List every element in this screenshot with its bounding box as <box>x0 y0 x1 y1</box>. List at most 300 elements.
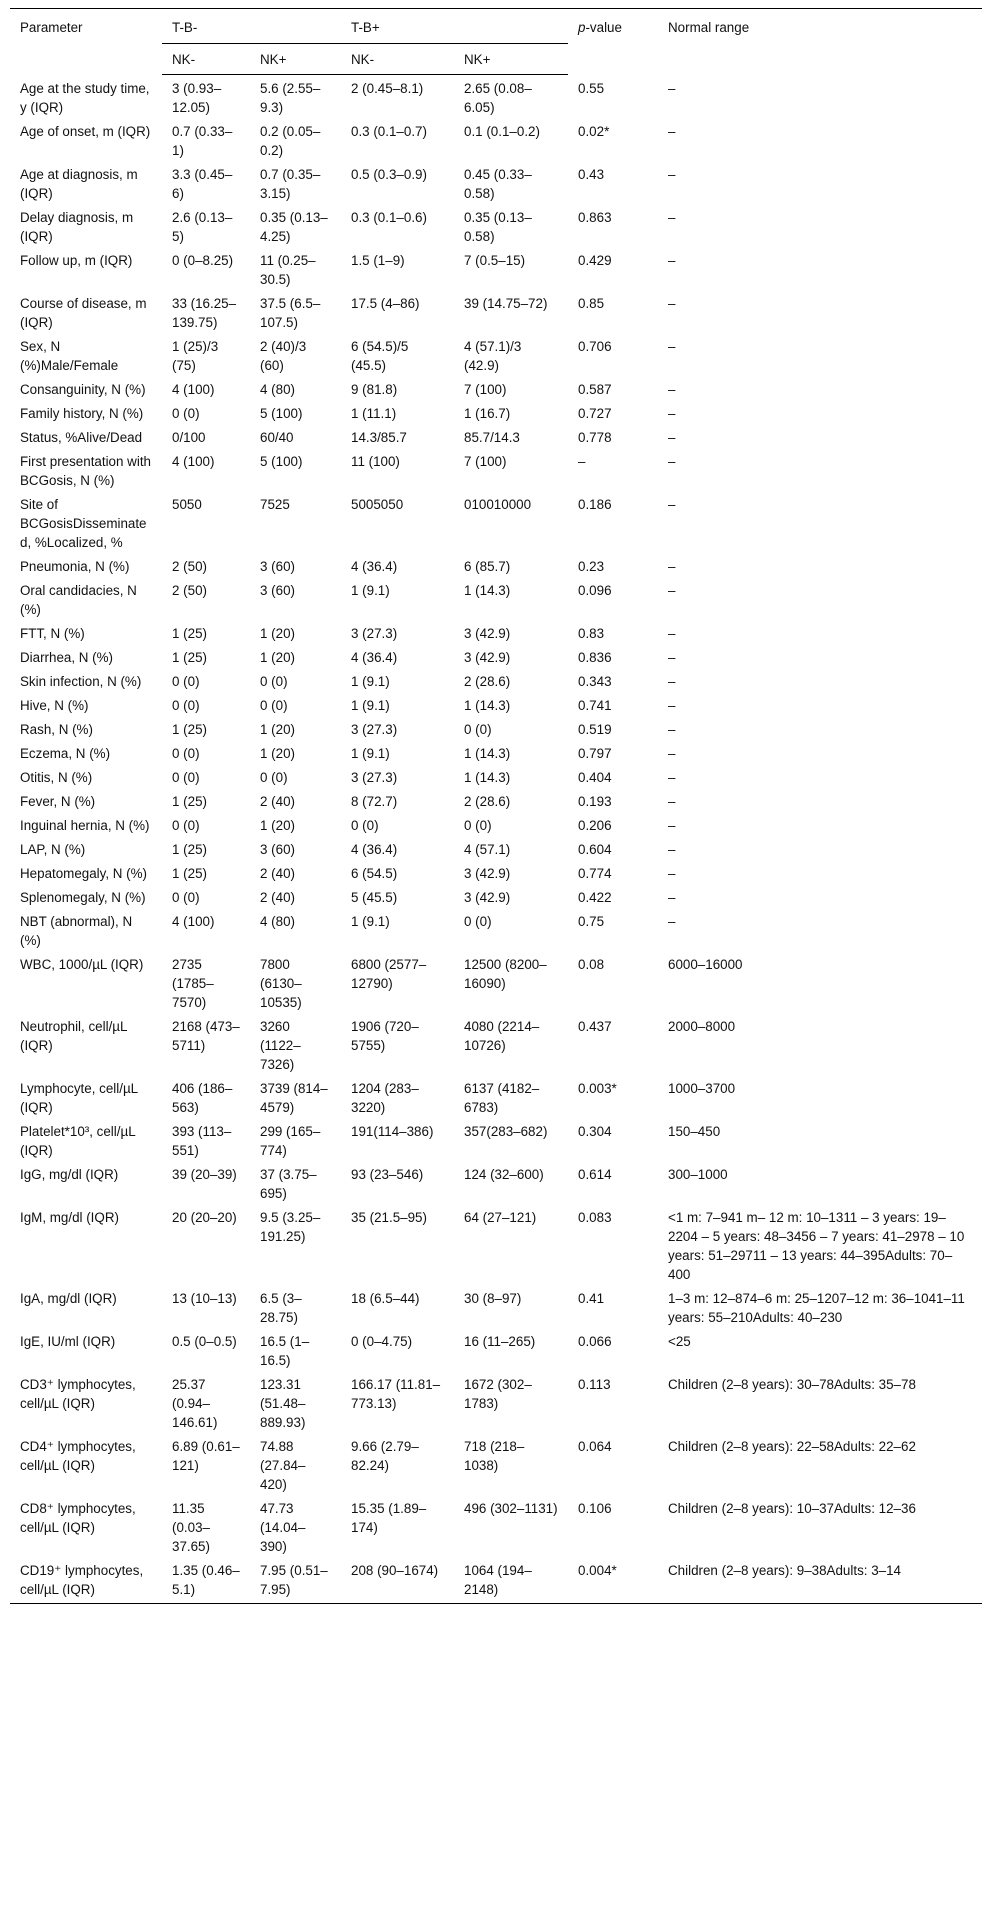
table-row <box>10 1285 982 1328</box>
tbp-nkm-cell: 17.5 (4–86) <box>351 296 420 311</box>
table-row <box>10 860 982 884</box>
pvalue-cell: 0.41 <box>578 1291 605 1306</box>
tbp-nkm-cell: 3 (27.3) <box>351 626 398 641</box>
table-row <box>10 716 982 740</box>
table-row <box>10 1013 982 1075</box>
tbp-nkm-cell: 1 (9.1) <box>351 698 390 713</box>
parameter-cell: Oral candidacies, N (%) <box>20 583 137 617</box>
tbm-nkp-cell: 0 (0) <box>260 770 288 785</box>
tbm-nkp-cell: 1 (20) <box>260 818 295 833</box>
tbp-nkm-cell: 1204 (283–3220) <box>351 1081 419 1115</box>
tbp-nkm-cell: 1906 (720–5755) <box>351 1019 419 1053</box>
parameter-cell: Course of disease, m (IQR) <box>20 296 147 330</box>
tbm-nkm-cell: 2735 (1785–7570) <box>172 957 214 1010</box>
tbm-nkp-cell: 6.5 (3–28.75) <box>260 1291 302 1325</box>
parameter-cell: Inguinal hernia, N (%) <box>20 818 150 833</box>
tbp-nkm-cell: 5005050 <box>351 497 404 512</box>
table-row <box>10 75 982 119</box>
tbp-nkm-cell: 1 (9.1) <box>351 746 390 761</box>
normal-range-cell: <25 <box>668 1334 691 1349</box>
tbm-nkp-cell: 0.35 (0.13–4.25) <box>260 210 328 244</box>
tbp-nkp-cell: 6 (85.7) <box>464 559 511 574</box>
tbm-nkm-cell: 11.35 (0.03–37.65) <box>172 1501 210 1554</box>
table-row <box>10 491 982 553</box>
tbp-nkm-cell: 208 (90–1674) <box>341 1557 454 1604</box>
parameter-cell: Splenomegaly, N (%) <box>20 890 146 905</box>
table-row <box>10 1075 982 1118</box>
table-row <box>10 1433 982 1495</box>
tbm-nkm-cell: 5050 <box>172 497 202 512</box>
table-row <box>10 448 982 491</box>
tbm-nkm-cell: 4 (100) <box>172 454 215 469</box>
parameter-cell: FTT, N (%) <box>20 626 85 641</box>
normal-range-cell: – <box>668 890 676 905</box>
parameter-cell: Rash, N (%) <box>20 722 93 737</box>
header-normal-range: Normal range <box>668 20 750 35</box>
tbp-nkp-cell: 0 (0) <box>464 722 492 737</box>
table-row <box>10 836 982 860</box>
table-row <box>10 1161 982 1204</box>
pvalue-cell: 0.096 <box>578 583 612 598</box>
header-row-1 <box>10 9 982 44</box>
tbp-nkm-cell: 14.3/85.7 <box>351 430 407 445</box>
table-row <box>10 1328 982 1371</box>
tbp-nkp-cell: 7 (0.5–15) <box>464 253 526 268</box>
tbm-nkp-cell: 5 (100) <box>260 406 303 421</box>
normal-range-cell: – <box>668 454 676 469</box>
tbp-nkm-cell: 0.3 (0.1–0.6) <box>351 210 427 225</box>
normal-range-cell: – <box>668 818 676 833</box>
tbm-nkm-cell: 3.3 (0.45–6) <box>172 167 233 201</box>
tbm-nkm-cell: 20 (20–20) <box>172 1210 237 1225</box>
tbp-nkm-cell: 6 (54.5)/5 (45.5) <box>351 339 409 373</box>
parameter-cell: IgM, mg/dl (IQR) <box>20 1210 119 1225</box>
pvalue-cell: 0.836 <box>578 650 612 665</box>
tbp-nkp-cell: 718 (218–1038) <box>464 1439 525 1473</box>
table-container <box>10 8 982 1604</box>
parameter-cell: CD3⁺ lymphocytes, cell/µL (IQR) <box>20 1377 136 1411</box>
table-row <box>10 1557 982 1604</box>
tbp-nkm-cell: 5 (45.5) <box>351 890 398 905</box>
normal-range-cell: – <box>668 124 676 139</box>
table-header <box>10 9 982 75</box>
parameter-cell: First presentation with BCGosis, N (%) <box>20 454 151 488</box>
normal-range-cell: – <box>668 770 676 785</box>
tbm-nkp-cell: 9.5 (3.25–191.25) <box>260 1210 321 1244</box>
tbp-nkm-cell: 18 (6.5–44) <box>351 1291 420 1306</box>
tbp-nkm-cell: 9.66 (2.79–82.24) <box>351 1439 419 1473</box>
normal-range-cell: – <box>668 430 676 445</box>
tbp-nkp-cell: 2 (28.6) <box>464 674 511 689</box>
tbm-nkm-cell: 25.37 (0.94–146.61) <box>172 1377 218 1430</box>
pvalue-cell: 0.343 <box>578 674 612 689</box>
tbp-nkp-cell: 3 (42.9) <box>464 650 511 665</box>
table-row <box>10 884 982 908</box>
tbm-nkm-cell: 0 (0) <box>172 746 200 761</box>
normal-range-cell: Children (2–8 years): 30–78Adults: 35–78 <box>668 1377 916 1392</box>
tbm-nkp-cell: 11 (0.25–30.5) <box>260 253 316 287</box>
header-parameter: Parameter <box>20 20 83 35</box>
tbm-nkp-cell: 1 (20) <box>260 626 295 641</box>
tbp-nkp-cell: 1 (16.7) <box>464 406 511 421</box>
normal-range-cell: – <box>668 746 676 761</box>
tbp-nkp-cell: 7 (100) <box>464 382 507 397</box>
table-row <box>10 376 982 400</box>
pvalue-cell: 0.43 <box>578 167 605 182</box>
tbm-nkp-cell: 60/40 <box>260 430 294 445</box>
pvalue-cell: 0.863 <box>578 210 612 225</box>
tbp-nkp-cell: 4 (57.1) <box>464 842 511 857</box>
pvalue-cell: 0.727 <box>578 406 612 421</box>
parameter-cell: Neutrophil, cell/µL (IQR) <box>20 1019 127 1053</box>
tbm-nkm-cell: 406 (186–563) <box>172 1081 233 1115</box>
pvalue-cell: 0.08 <box>578 957 605 972</box>
tbp-nkm-cell: 1 (11.1) <box>351 406 397 421</box>
pvalue-cell: 0.429 <box>578 253 612 268</box>
tbm-nkp-cell: 0 (0) <box>260 698 288 713</box>
tbp-nkm-cell: 1 (9.1) <box>351 914 390 929</box>
tbm-nkm-cell: 1.35 (0.46–5.1) <box>162 1557 250 1604</box>
parameter-cell: CD8⁺ lymphocytes, cell/µL (IQR) <box>20 1501 136 1535</box>
pvalue-cell: 0.064 <box>578 1439 612 1454</box>
parameter-cell: Pneumonia, N (%) <box>20 559 130 574</box>
header-tbp: T-B+ <box>341 9 568 44</box>
tbp-nkp-cell: 0.45 (0.33–0.58) <box>464 167 532 201</box>
parameter-cell: Consanguinity, N (%) <box>20 382 146 397</box>
tbm-nkm-cell: 39 (20–39) <box>172 1167 237 1182</box>
table-row <box>10 577 982 620</box>
normal-range-cell: – <box>668 210 676 225</box>
tbm-nkp-cell: 7800 (6130–10535) <box>260 957 302 1010</box>
tbp-nkp-cell: 2 (28.6) <box>464 794 511 809</box>
tbm-nkm-cell: 2 (50) <box>172 559 207 574</box>
tbp-nkm-cell: 11 (100) <box>351 454 400 469</box>
tbm-nkp-cell: 4 (80) <box>260 382 295 397</box>
tbp-nkp-cell: 4080 (2214–10726) <box>464 1019 540 1053</box>
tbm-nkp-cell: 0.2 (0.05–0.2) <box>260 124 321 158</box>
tbm-nkm-cell: 0 (0) <box>172 406 200 421</box>
normal-range-cell: 6000–16000 <box>668 957 743 972</box>
tbp-nkm-cell: 4 (36.4) <box>351 559 398 574</box>
tbm-nkp-cell: 123.31 (51.48–889.93) <box>260 1377 306 1430</box>
tbm-nkp-cell: 3 (60) <box>260 559 295 574</box>
data-table <box>10 8 982 1604</box>
header-nk-plus-2: NK+ <box>454 44 568 75</box>
pvalue-cell: 0.437 <box>578 1019 612 1034</box>
pvalue-cell: 0.02* <box>578 124 610 139</box>
tbp-nkm-cell: 4 (36.4) <box>351 842 398 857</box>
tbm-nkm-cell: 1 (25) <box>172 794 207 809</box>
pvalue-cell: 0.778 <box>578 430 612 445</box>
tbp-nkm-cell: 4 (36.4) <box>351 650 398 665</box>
tbp-nkm-cell: 3 (27.3) <box>351 770 398 785</box>
pvalue-cell: 0.186 <box>578 497 612 512</box>
tbm-nkm-cell: 1 (25)/3 (75) <box>172 339 219 373</box>
normal-range-cell: 1000–3700 <box>668 1081 736 1096</box>
parameter-cell: Site of BCGosisDisseminated, %Localized, % <box>20 497 147 550</box>
tbm-nkp-cell: 37.5 (6.5–107.5) <box>260 296 321 330</box>
tbm-nkm-cell: 4 (100) <box>172 914 215 929</box>
table-row <box>10 1371 982 1433</box>
table-row <box>10 812 982 836</box>
tbp-nkp-cell: 357(283–682) <box>464 1124 548 1139</box>
tbp-nkp-cell: 010010000 <box>464 497 532 512</box>
pvalue-cell: 0.706 <box>578 339 612 354</box>
tbm-nkm-cell: 4 (100) <box>172 382 215 397</box>
parameter-cell: LAP, N (%) <box>20 842 86 857</box>
tbp-nkp-cell: 1064 (194–2148) <box>454 1557 568 1604</box>
tbm-nkm-cell: 33 (16.25–139.75) <box>172 296 237 330</box>
tbm-nkp-cell: 299 (165–774) <box>260 1124 321 1158</box>
normal-range-cell: – <box>668 794 676 809</box>
table-row <box>10 1118 982 1161</box>
tbp-nkm-cell: 1 (9.1) <box>351 583 390 598</box>
normal-range-cell: – <box>668 497 676 512</box>
normal-range-cell: – <box>668 842 676 857</box>
table-row <box>10 740 982 764</box>
pvalue-cell: 0.587 <box>578 382 612 397</box>
tbp-nkm-cell: 6 (54.5) <box>351 866 398 881</box>
tbp-nkm-cell: 3 (27.3) <box>351 722 398 737</box>
parameter-cell: Age of onset, m (IQR) <box>20 124 151 139</box>
parameter-cell: Age at diagnosis, m (IQR) <box>20 167 138 201</box>
tbp-nkm-cell: 35 (21.5–95) <box>351 1210 427 1225</box>
normal-range-cell: <1 m: 7–941 m– 12 m: 10–1311 – 3 years: 19–2204 – 5 years: 48–3456 – 7 years: 41–2978 – 10 years: 51–29711 – 13 years: 44–395Adults: 70–400 <box>668 1210 965 1282</box>
tbp-nkm-cell: 1 (9.1) <box>351 674 390 689</box>
parameter-cell: Follow up, m (IQR) <box>20 253 133 268</box>
header-nk-minus-1: NK- <box>162 44 250 75</box>
parameter-cell: CD19⁺ lymphocytes, cell/µL (IQR) <box>10 1557 162 1604</box>
tbp-nkp-cell: 3 (42.9) <box>464 626 511 641</box>
normal-range-cell: Children (2–8 years): 10–37Adults: 12–36 <box>668 1501 916 1516</box>
normal-range-cell: – <box>668 914 676 929</box>
tbp-nkp-cell: 1 (14.3) <box>464 746 511 761</box>
parameter-cell: IgA, mg/dl (IQR) <box>20 1291 117 1306</box>
tbp-nkm-cell: 0.5 (0.3–0.9) <box>351 167 427 182</box>
tbm-nkp-cell: 0.7 (0.35–3.15) <box>260 167 321 201</box>
pvalue-cell: 0.404 <box>578 770 612 785</box>
table-row <box>10 247 982 290</box>
tbp-nkp-cell: 3 (42.9) <box>464 890 511 905</box>
tbp-nkp-cell: 4 (57.1)/3 (42.9) <box>464 339 522 373</box>
tbm-nkm-cell: 0 (0) <box>172 674 200 689</box>
pvalue-cell: 0.797 <box>578 746 612 761</box>
pvalue-cell: 0.604 <box>578 842 612 857</box>
tbp-nkp-cell: 64 (27–121) <box>464 1210 537 1225</box>
tbm-nkp-cell: 5.6 (2.55–9.3) <box>260 81 321 115</box>
tbp-nkp-cell: 39 (14.75–72) <box>464 296 548 311</box>
parameter-cell: IgG, mg/dl (IQR) <box>20 1167 119 1182</box>
table-row <box>10 908 982 951</box>
parameter-cell: Delay diagnosis, m (IQR) <box>20 210 134 244</box>
tbm-nkp-cell: 2 (40) <box>260 890 295 905</box>
pvalue-cell: 0.206 <box>578 818 612 833</box>
tbp-nkp-cell: 1 (14.3) <box>464 583 511 598</box>
tbm-nkm-cell: 3 (0.93–12.05) <box>172 81 222 115</box>
pvalue-cell: 0.85 <box>578 296 605 311</box>
tbm-nkm-cell: 2168 (473–5711) <box>172 1019 240 1053</box>
normal-range-cell: – <box>668 722 676 737</box>
tbp-nkp-cell: 12500 (8200–16090) <box>464 957 547 991</box>
table-row <box>10 333 982 376</box>
table-row <box>10 764 982 788</box>
normal-range-cell: – <box>668 339 676 354</box>
parameter-cell: Eczema, N (%) <box>20 746 111 761</box>
normal-range-cell: – <box>668 253 676 268</box>
tbp-nkm-cell: 191(114–386) <box>351 1124 434 1139</box>
normal-range-cell: – <box>668 406 676 421</box>
parameter-cell: Fever, N (%) <box>20 794 96 809</box>
tbp-nkm-cell: 1.5 (1–9) <box>351 253 405 268</box>
tbp-nkp-cell: 2.65 (0.08–6.05) <box>464 81 532 115</box>
table-row <box>10 118 982 161</box>
tbp-nkm-cell: 0 (0) <box>351 818 379 833</box>
tbm-nkp-cell: 1 (20) <box>260 650 295 665</box>
header-p-italic: p <box>578 20 586 35</box>
tbp-nkp-cell: 1672 (302–1783) <box>464 1377 532 1411</box>
table-row <box>10 644 982 668</box>
tbp-nkp-cell: 1 (14.3) <box>464 770 511 785</box>
tbm-nkm-cell: 0 (0) <box>172 818 200 833</box>
tbp-nkp-cell: 124 (32–600) <box>464 1167 544 1182</box>
normal-range-cell: 1–3 m: 12–874–6 m: 25–1207–12 m: 36–1041–11 years: 55–210Adults: 40–230 <box>668 1291 965 1325</box>
tbm-nkm-cell: 1 (25) <box>172 842 207 857</box>
tbp-nkp-cell: 1 (14.3) <box>464 698 511 713</box>
tbm-nkp-cell: 16.5 (1–16.5) <box>260 1334 310 1368</box>
tbm-nkp-cell: 74.88 (27.84–420) <box>260 1439 306 1492</box>
tbm-nkm-cell: 0.7 (0.33–1) <box>172 124 233 158</box>
pvalue-cell: 0.774 <box>578 866 612 881</box>
table-row <box>10 1495 982 1557</box>
pvalue-cell: 0.304 <box>578 1124 612 1139</box>
tbm-nkm-cell: 0 (0–8.25) <box>172 253 234 268</box>
table-row <box>10 204 982 247</box>
pvalue-cell: 0.741 <box>578 698 612 713</box>
tbp-nkp-cell: 7 (100) <box>464 454 507 469</box>
tbm-nkm-cell: 1 (25) <box>172 722 207 737</box>
table-row <box>10 424 982 448</box>
pvalue-cell: 0.004* <box>568 1557 658 1604</box>
header-p-rest: -value <box>585 20 622 35</box>
parameter-cell: WBC, 1000/µL (IQR) <box>20 957 144 972</box>
tbm-nkp-cell: 3260 (1122–7326) <box>260 1019 301 1072</box>
tbm-nkm-cell: 1 (25) <box>172 626 207 641</box>
parameter-cell: Hive, N (%) <box>20 698 89 713</box>
tbm-nkp-cell: 7525 <box>260 497 290 512</box>
tbm-nkm-cell: 6.89 (0.61–121) <box>172 1439 240 1473</box>
pvalue-cell: 0.106 <box>578 1501 612 1516</box>
pvalue-cell: 0.23 <box>578 559 605 574</box>
pvalue-cell: 0.113 <box>578 1377 611 1392</box>
tbm-nkm-cell: 13 (10–13) <box>172 1291 237 1306</box>
pvalue-cell: – <box>578 454 586 469</box>
normal-range-cell: 2000–8000 <box>668 1019 736 1034</box>
normal-range-cell: 300–1000 <box>668 1167 728 1182</box>
normal-range-cell: – <box>668 80 676 96</box>
tbp-nkp-cell: 0 (0) <box>464 914 492 929</box>
normal-range-cell: – <box>668 583 676 598</box>
parameter-cell: Hepatomegaly, N (%) <box>20 866 148 881</box>
table-row <box>10 692 982 716</box>
tbp-nkm-cell: 166.17 (11.81–773.13) <box>351 1377 441 1411</box>
table-row <box>10 788 982 812</box>
parameter-cell: NBT (abnormal), N (%) <box>20 914 133 948</box>
tbp-nkp-cell: 30 (8–97) <box>464 1291 522 1306</box>
tbm-nkp-cell: 3 (60) <box>260 583 295 598</box>
table-row <box>10 290 982 333</box>
tbm-nkm-cell: 393 (113–551) <box>172 1124 232 1158</box>
normal-range-cell: – <box>668 866 676 881</box>
pvalue-cell: 0.614 <box>578 1167 612 1182</box>
tbm-nkp-cell: 0 (0) <box>260 674 288 689</box>
normal-range-cell: – <box>668 382 676 397</box>
tbp-nkp-cell: 496 (302–1131) <box>464 1501 558 1516</box>
parameter-cell: IgE, IU/ml (IQR) <box>20 1334 116 1349</box>
tbp-nkm-cell: 9 (81.8) <box>351 382 398 397</box>
parameter-cell: Family history, N (%) <box>20 406 144 421</box>
tbp-nkm-cell: 0.3 (0.1–0.7) <box>351 124 427 139</box>
tbp-nkm-cell: 8 (72.7) <box>351 794 398 809</box>
normal-range-cell: – <box>668 167 676 182</box>
parameter-cell: Otitis, N (%) <box>20 770 93 785</box>
tbm-nkp-cell: 2 (40) <box>260 866 295 881</box>
tbp-nkp-cell: 0.35 (0.13–0.58) <box>464 210 532 244</box>
pvalue-cell: 0.55 <box>578 80 605 96</box>
normal-range-cell: Children (2–8 years): 22–58Adults: 22–62 <box>668 1439 916 1454</box>
tbm-nkp-cell: 3739 (814–4579) <box>260 1081 328 1115</box>
tbp-nkp-cell: 3 (42.9) <box>464 866 511 881</box>
pvalue-cell: 0.83 <box>578 626 605 641</box>
table-row <box>10 951 982 1013</box>
tbm-nkp-cell: 1 (20) <box>260 746 295 761</box>
tbm-nkp-cell: 2 (40) <box>260 794 295 809</box>
tbm-nkp-cell: 5 (100) <box>260 454 303 469</box>
tbm-nkm-cell: 2 (50) <box>172 583 207 598</box>
table-row <box>10 1204 982 1285</box>
tbm-nkm-cell: 0/100 <box>172 430 206 445</box>
tbm-nkm-cell: 0.5 (0–0.5) <box>172 1334 237 1349</box>
tbm-nkm-cell: 1 (25) <box>172 650 207 665</box>
parameter-cell: Lymphocyte, cell/µL (IQR) <box>20 1081 138 1115</box>
tbp-nkm-cell: 15.35 (1.89–174) <box>351 1501 427 1535</box>
parameter-cell: Sex, N (%)Male/Female <box>20 339 119 373</box>
tbm-nkp-cell: 37 (3.75–695) <box>260 1167 317 1201</box>
pvalue-cell: 0.083 <box>578 1210 612 1225</box>
header-nk-plus-1: NK+ <box>250 44 341 75</box>
parameter-cell: CD4⁺ lymphocytes, cell/µL (IQR) <box>20 1439 136 1473</box>
parameter-cell: Diarrhea, N (%) <box>20 650 114 665</box>
tbm-nkp-cell: 47.73 (14.04–390) <box>260 1501 306 1554</box>
tbp-nkm-cell: 0 (0–4.75) <box>351 1334 413 1349</box>
tbp-nkm-cell: 93 (23–546) <box>351 1167 424 1182</box>
tbm-nkp-cell: 3 (60) <box>260 842 295 857</box>
parameter-cell: Status, %Alive/Dead <box>20 430 143 445</box>
header-pvalue <box>568 9 658 75</box>
tbm-nkm-cell: 2.6 (0.13–5) <box>172 210 233 244</box>
pvalue-cell: 0.003* <box>578 1081 617 1096</box>
tbp-nkp-cell: 0.1 (0.1–0.2) <box>464 124 540 139</box>
tbp-nkp-cell: 16 (11–265) <box>464 1334 536 1349</box>
table-row <box>10 668 982 692</box>
tbm-nkp-cell: 1 (20) <box>260 722 295 737</box>
header-nk-minus-2: NK- <box>341 44 454 75</box>
table-body <box>10 75 982 1604</box>
table-row <box>10 553 982 577</box>
tbp-nkm-cell: 6800 (2577–12790) <box>351 957 427 991</box>
tbm-nkm-cell: 0 (0) <box>172 698 200 713</box>
parameter-cell: Platelet*10³, cell/µL (IQR) <box>20 1124 136 1158</box>
tbp-nkp-cell: 6137 (4182–6783) <box>464 1081 540 1115</box>
